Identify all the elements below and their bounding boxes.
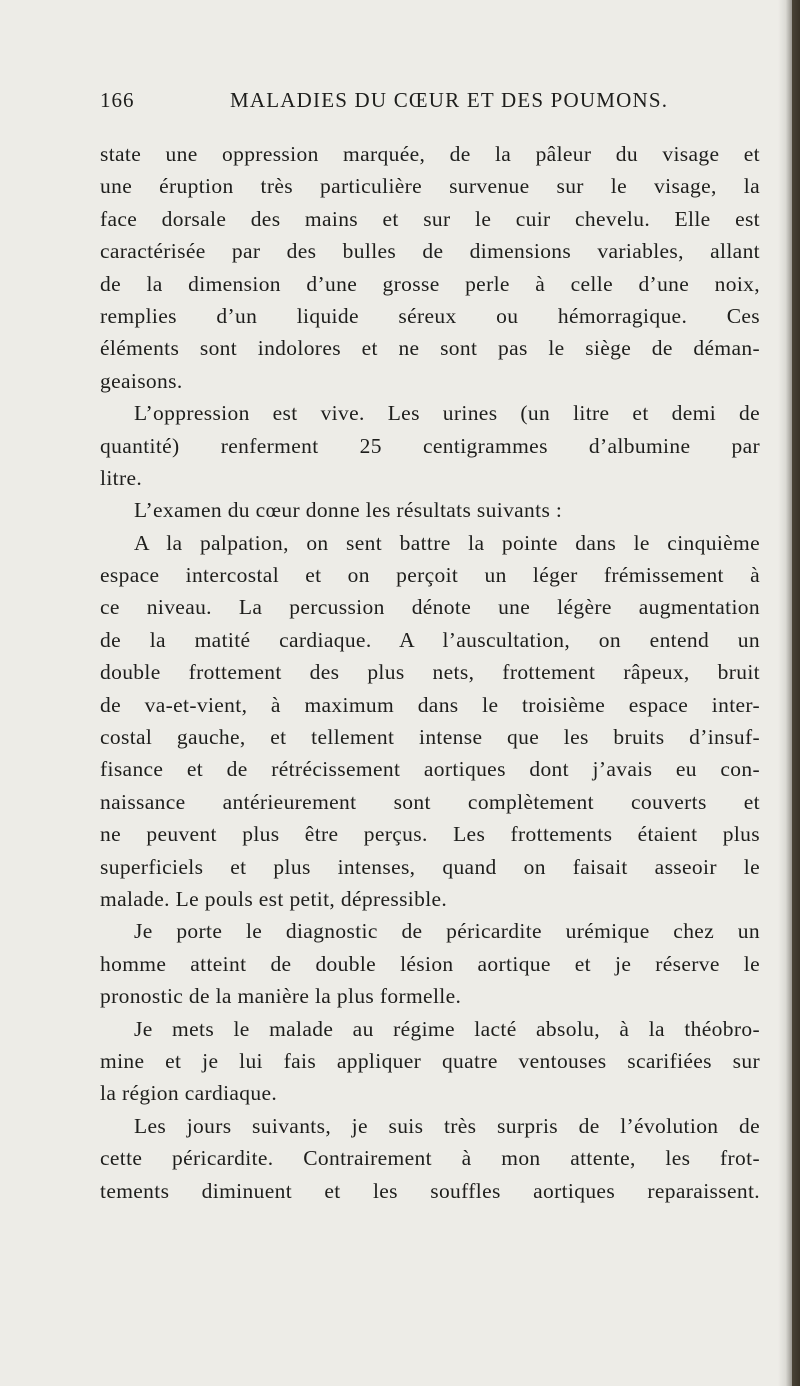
text-line: Les jours suivants, je suis très surpris de l’évolution de — [134, 1113, 760, 1138]
text-line: geaisons. — [100, 368, 183, 393]
text-line: espace intercostal et on perçoit un léger frémissement à — [100, 563, 760, 588]
text-line: face dorsale des mains et sur le cuir chevelu. Elle est — [100, 206, 760, 231]
text-line: litre. — [100, 465, 143, 490]
text-line: remplies d’un liquide séreux ou hémorragique. Ces — [100, 303, 760, 328]
text-line: caractérisée par des bulles de dimensions variables, allant — [100, 239, 760, 264]
text-line: mine et je lui fais appliquer quatre ventouses scarifiées sur — [100, 1048, 760, 1073]
text-line: Je mets le malade au régime lacté absolu, à la théobro- — [134, 1016, 760, 1041]
running-title: MALADIES DU CŒUR ET DES POUMONS. — [230, 88, 669, 112]
text-line: L’oppression est vive. Les urines (un litre et demi de — [134, 401, 760, 426]
text-line: la région cardiaque. — [100, 1081, 278, 1106]
text-line: ne peuvent plus être perçus. Les frottements étaient plus — [100, 822, 760, 847]
text-line: Je porte le diagnostic de péricardite urémique chez un — [134, 919, 760, 944]
text-line: quantité) renferment 25 centigrammes d’albumine par — [100, 433, 760, 458]
body-text — [100, 138, 760, 1207]
text-line: homme atteint de double lésion aortique et je réserve le — [100, 951, 760, 976]
text-line: de la matité cardiaque. A l’auscultation, on entend un — [100, 627, 760, 652]
running-head — [100, 88, 720, 114]
text-line: une éruption très particulière survenue sur le visage, la — [100, 174, 760, 199]
text-line: L’examen du cœur donne les résultats suivants : — [134, 498, 563, 523]
text-line: malade. Le pouls est petit, dépressible. — [100, 886, 448, 911]
text-line: éléments sont indolores et ne sont pas le siège de déman- — [100, 336, 760, 361]
text-line: costal gauche, et tellement intense que les bruits d’insuf- — [100, 725, 760, 750]
text-line: state une oppression marquée, de la pâleur du visage et — [100, 142, 760, 166]
text-line: ce niveau. La percussion dénote une légère augmentation — [100, 595, 760, 620]
text-line: de va-et-vient, à maximum dans le troisième espace inter- — [100, 692, 760, 717]
text-line: pronostic de la manière la plus formelle. — [100, 984, 462, 1009]
page-number: 166 — [100, 88, 135, 112]
text-line: fisance et de rétrécissement aortiques dont j’avais eu con- — [100, 757, 760, 782]
text-line: A la palpation, on sent battre la pointe dans le cinquième — [134, 530, 760, 555]
page-binding-edge — [792, 0, 800, 1386]
text-line: tements diminuent et les souffles aortiques reparaissent. — [100, 1178, 760, 1203]
text-line: de la dimension d’une grosse perle à celle d’une noix, — [100, 271, 760, 296]
text-line: double frottement des plus nets, frottement râpeux, bruit — [100, 660, 760, 685]
text-line: superficiels et plus intenses, quand on faisait asseoir le — [100, 854, 760, 879]
text-line: cette péricardite. Contrairement à mon attente, les frot- — [100, 1146, 760, 1171]
text-line: naissance antérieurement sont complètement couverts et — [100, 789, 760, 814]
